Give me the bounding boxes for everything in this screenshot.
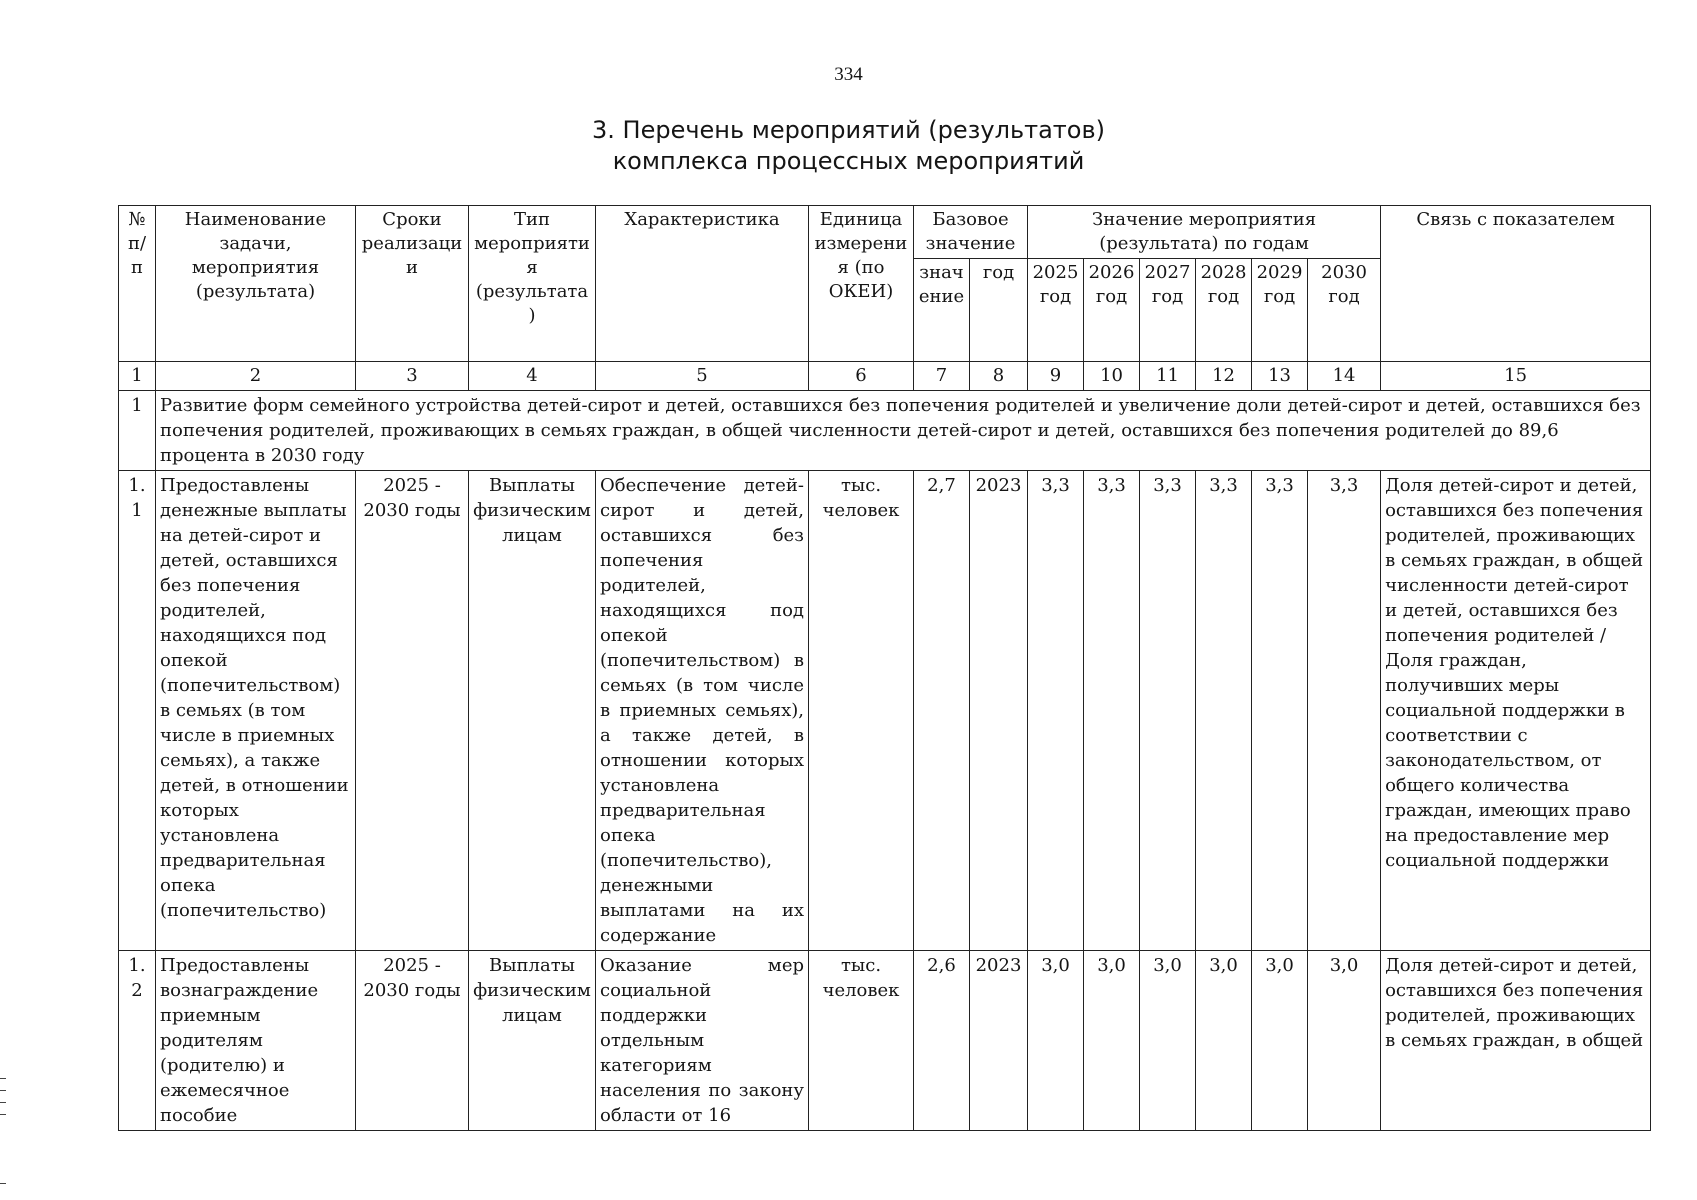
header-row-1 <box>119 206 1651 259</box>
column-number: 4 <box>469 362 596 391</box>
column-number: 15 <box>1381 362 1651 391</box>
row-value-2028: 3,0 <box>1196 951 1252 1131</box>
header-2027: 2027 год <box>1140 259 1196 362</box>
row-period: 2025 - 2030 годы <box>356 951 469 1131</box>
row-value-2030: 3,3 <box>1308 471 1381 951</box>
row-base-year: 2023 <box>970 471 1028 951</box>
column-number: 1 <box>119 362 156 391</box>
header-unit: Единица измерения (по ОКЕИ) <box>809 206 914 362</box>
row-period: 2025 - 2030 годы <box>356 471 469 951</box>
scan-edge-mark <box>0 1078 6 1079</box>
row-value-2030: 3,0 <box>1308 951 1381 1131</box>
header-base-value: значение <box>914 259 970 362</box>
column-number: 10 <box>1084 362 1140 391</box>
section-row <box>119 391 1651 471</box>
row-number: 1.1 <box>119 471 156 951</box>
row-base-year: 2023 <box>970 951 1028 1131</box>
page-number: 334 <box>834 64 863 85</box>
scan-edge-mark <box>0 1090 6 1091</box>
row-value-2025: 3,0 <box>1028 951 1084 1131</box>
column-number: 9 <box>1028 362 1084 391</box>
row-number: 1.2 <box>119 951 156 1131</box>
column-number: 7 <box>914 362 970 391</box>
header-number: № п/ п <box>119 206 156 362</box>
section-text: Развитие форм семейного устройства детей-сирот и детей, оставшихся без попечения родителей и увеличение доли детей-сирот и детей, оставшихся без попечения родителей, проживающих в семьях граждан, в общей численности детей-сирот и детей, оставшихся без попечения родителей до 89,6 процента в 2030 году <box>156 391 1651 471</box>
header-description: Характеристика <box>596 206 809 362</box>
events-table <box>118 205 1651 1131</box>
column-number: 8 <box>970 362 1028 391</box>
column-number: 3 <box>356 362 469 391</box>
header-base-group: Базовое значение <box>914 206 1028 259</box>
row-type: Выплаты физическим лицам <box>469 951 596 1131</box>
table-row <box>119 951 1651 1131</box>
header-type: Тип мероприятия (результата) <box>469 206 596 362</box>
column-number: 13 <box>1252 362 1308 391</box>
header-2029: 2029 год <box>1252 259 1308 362</box>
row-description: Оказание мер социальной поддержки отдельным категориям населения по закону области от 16 <box>596 951 809 1131</box>
row-name: Предоставлены денежные выплаты на детей-сирот и детей, оставшихся без попечения родителей, находящихся под опекой (попечительством) в семьях (в том числе в приемных семьях), а также детей, в отношении которых установлена предварительная опека (попечительство) <box>156 471 356 951</box>
column-number: 12 <box>1196 362 1252 391</box>
row-value-2026: 3,0 <box>1084 951 1140 1131</box>
row-value-2029: 3,0 <box>1252 951 1308 1131</box>
table-row <box>119 471 1651 951</box>
header-base-year: год <box>970 259 1028 362</box>
row-description: Обеспечение детей-сирот и детей, оставшихся без попечения родителей, находящихся под опекой (попечительством) в семьях (в том числе в приемных семьях), а также детей, в отношении которых установлена предварительная опека (попечительство), денежными выплатами на их содержание <box>596 471 809 951</box>
row-indicator: Доля детей-сирот и детей, оставшихся без попечения родителей, проживающих в семьях граждан, в общей <box>1381 951 1651 1131</box>
row-value-2027: 3,0 <box>1140 951 1196 1131</box>
header-period: Сроки реализации <box>356 206 469 362</box>
header-name: Наименование задачи, мероприятия (результата) <box>156 206 356 362</box>
row-base-value: 2,7 <box>914 471 970 951</box>
row-unit: тыс. человек <box>809 951 914 1131</box>
column-number: 5 <box>596 362 809 391</box>
header-indicator: Связь с показателем <box>1381 206 1651 362</box>
row-value-2029: 3,3 <box>1252 471 1308 951</box>
page-title <box>0 115 1697 177</box>
scan-edge-mark <box>0 1114 6 1115</box>
row-unit: тыс. человек <box>809 471 914 951</box>
header-2030: 2030 год <box>1308 259 1381 362</box>
header-2026: 2026 год <box>1084 259 1140 362</box>
row-value-2028: 3,3 <box>1196 471 1252 951</box>
scan-edge-mark <box>0 1102 6 1103</box>
row-name: Предоставлены вознаграждение приемным родителям (родителю) и ежемесячное пособие <box>156 951 356 1131</box>
row-value-2027: 3,3 <box>1140 471 1196 951</box>
row-base-value: 2,6 <box>914 951 970 1131</box>
column-number: 2 <box>156 362 356 391</box>
header-years-group: Значение мероприятия (результата) по годам <box>1028 206 1381 259</box>
scan-edge-mark <box>0 1183 6 1184</box>
column-number-row <box>119 362 1651 391</box>
title-line-1: 3. Перечень мероприятий (результатов) <box>592 116 1105 144</box>
header-2025: 2025 год <box>1028 259 1084 362</box>
column-number: 6 <box>809 362 914 391</box>
row-indicator: Доля детей-сирот и детей, оставшихся без попечения родителей, проживающих в семьях граждан, в общей численности детей-сирот и детей, оставшихся без попечения родителей / Доля граждан, получивших меры социальной поддержки в соответствии с законодательством, от общего количества граждан, имеющих право на предоставление мер социальной поддержки <box>1381 471 1651 951</box>
column-number: 14 <box>1308 362 1381 391</box>
row-value-2025: 3,3 <box>1028 471 1084 951</box>
row-type: Выплаты физическим лицам <box>469 471 596 951</box>
column-number: 11 <box>1140 362 1196 391</box>
header-2028: 2028 год <box>1196 259 1252 362</box>
section-number: 1 <box>119 391 156 471</box>
title-line-2: комплекса процессных мероприятий <box>612 147 1085 175</box>
row-value-2026: 3,3 <box>1084 471 1140 951</box>
